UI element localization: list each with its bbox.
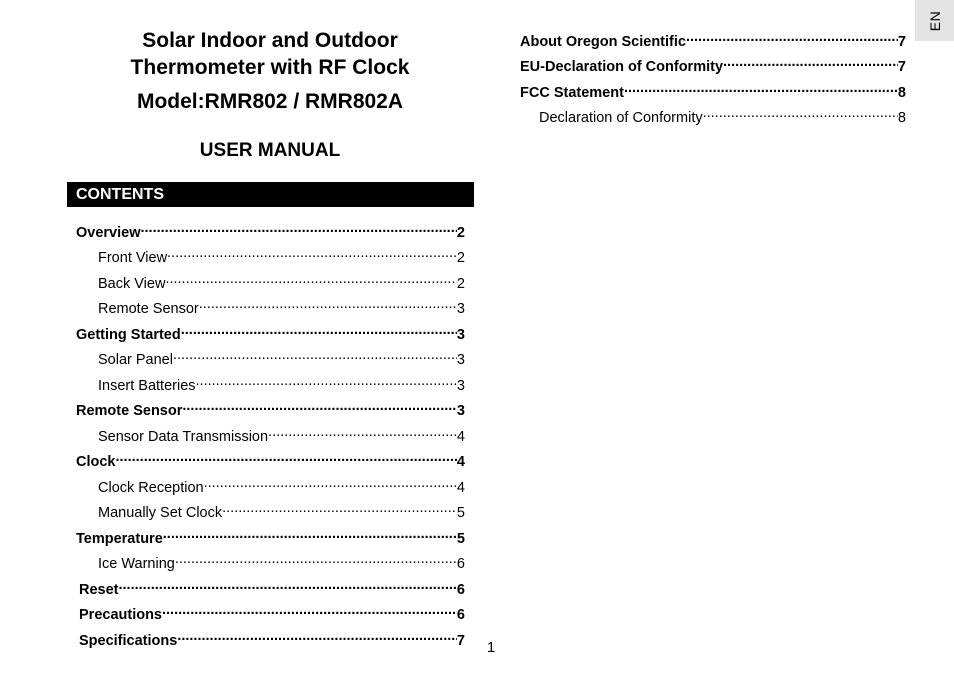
toc-entry-page: 2 bbox=[456, 250, 465, 266]
toc-dot-leader bbox=[268, 423, 457, 441]
toc-entry-label: Reset bbox=[79, 582, 119, 598]
toc-entry bbox=[76, 321, 465, 344]
toc-entry-page: 2 bbox=[456, 225, 465, 241]
toc-entry bbox=[76, 219, 465, 242]
toc-entry bbox=[98, 550, 465, 573]
toc-dot-leader bbox=[196, 372, 457, 390]
toc-entry-label: Remote Sensor bbox=[98, 301, 199, 317]
toc-dot-leader bbox=[119, 576, 457, 594]
toc-entry-label: Overview bbox=[76, 225, 141, 241]
title-line-1: Solar Indoor and Outdoor bbox=[142, 29, 398, 52]
toc-entry-label: Insert Batteries bbox=[98, 378, 196, 394]
toc-entry bbox=[520, 53, 906, 76]
toc-dot-leader bbox=[167, 244, 457, 262]
toc-entry-label: Declaration of Conformity bbox=[539, 110, 703, 126]
toc-entry-page: 8 bbox=[897, 85, 906, 101]
toc-entry-label: About Oregon Scientific bbox=[520, 34, 686, 50]
toc-entry-page: 7 bbox=[456, 633, 465, 649]
page-number: 1 bbox=[486, 639, 496, 656]
toc-entry-page: 3 bbox=[456, 327, 465, 343]
title-line-2: Thermometer with RF Clock bbox=[130, 56, 410, 79]
toc-entry bbox=[98, 372, 465, 395]
toc-entry-label: Manually Set Clock bbox=[98, 505, 223, 521]
toc-entry-label: Remote Sensor bbox=[76, 403, 183, 419]
toc-entry-page: 6 bbox=[456, 607, 465, 623]
toc-entry-page: 8 bbox=[897, 110, 906, 126]
model-heading: Model:RMR802 / RMR802A bbox=[136, 90, 404, 113]
toc-entry bbox=[76, 448, 465, 471]
toc-entry-label: Front View bbox=[98, 250, 168, 266]
toc-dot-leader bbox=[162, 601, 457, 619]
toc-entry-page: 5 bbox=[456, 505, 465, 521]
toc-dot-leader bbox=[165, 270, 456, 288]
toc-entry bbox=[79, 601, 465, 624]
toc-entry-page: 4 bbox=[456, 480, 465, 496]
toc-entry-page: 3 bbox=[456, 352, 465, 368]
toc-dot-leader bbox=[222, 499, 457, 517]
toc-entry-label: Clock bbox=[76, 454, 116, 470]
toc-dot-leader bbox=[624, 79, 898, 97]
toc-dot-leader bbox=[182, 397, 457, 415]
toc-entry-page: 4 bbox=[456, 429, 465, 445]
toc-entry-label: Temperature bbox=[76, 531, 163, 547]
toc-dot-leader bbox=[204, 474, 457, 492]
toc-dot-leader bbox=[723, 53, 898, 71]
toc-entry-label: Precautions bbox=[79, 607, 162, 623]
toc-entry bbox=[98, 474, 465, 497]
language-tab-label: EN bbox=[926, 10, 943, 31]
toc-entry bbox=[79, 576, 465, 599]
toc-dot-leader bbox=[163, 525, 457, 543]
toc-entry bbox=[79, 627, 465, 650]
toc-dot-leader bbox=[141, 219, 457, 237]
toc-entry-label: Back View bbox=[98, 276, 166, 292]
toc-entry bbox=[98, 244, 465, 267]
toc-dot-leader bbox=[199, 295, 457, 313]
toc-entry bbox=[76, 525, 465, 548]
toc-entry bbox=[520, 79, 906, 102]
language-tab bbox=[915, 0, 954, 41]
contents-heading: CONTENTS bbox=[67, 182, 474, 207]
toc-entry-page: 7 bbox=[897, 59, 906, 75]
toc-entry-page: 6 bbox=[456, 556, 465, 572]
toc-dot-leader bbox=[175, 550, 457, 568]
toc-entry bbox=[98, 295, 465, 318]
toc-entry-label: EU-Declaration of Conformity bbox=[520, 59, 724, 75]
toc-dot-leader bbox=[181, 321, 457, 339]
toc-dot-leader bbox=[177, 627, 457, 645]
toc-entry-label: FCC Statement bbox=[520, 85, 624, 101]
toc-entry bbox=[98, 270, 465, 293]
toc-entry-label: Specifications bbox=[79, 633, 178, 649]
toc-entry-page: 3 bbox=[456, 378, 465, 394]
toc-dot-leader bbox=[703, 104, 898, 122]
toc-entry-page: 4 bbox=[456, 454, 465, 470]
toc-entry-label: Sensor Data Transmission bbox=[98, 429, 269, 445]
user-manual-heading: USER MANUAL bbox=[199, 140, 341, 161]
toc-entry-label: Ice Warning bbox=[98, 556, 175, 572]
toc-entry-page: 7 bbox=[897, 34, 906, 50]
toc-dot-leader bbox=[116, 448, 457, 466]
toc-entry bbox=[520, 28, 906, 51]
toc-entry bbox=[539, 104, 906, 127]
toc-entry-page: 2 bbox=[456, 276, 465, 292]
toc-entry-page: 6 bbox=[456, 582, 465, 598]
toc-entry-page: 3 bbox=[456, 403, 465, 419]
toc-entry-page: 5 bbox=[456, 531, 465, 547]
toc-entry-label: Solar Panel bbox=[98, 352, 173, 368]
toc-entry-page: 3 bbox=[456, 301, 465, 317]
toc-entry bbox=[98, 499, 465, 522]
toc-entry-label: Clock Reception bbox=[98, 480, 204, 496]
toc-entry bbox=[98, 423, 465, 446]
toc-entry bbox=[76, 397, 465, 420]
toc-dot-leader bbox=[686, 28, 898, 46]
toc-entry-label: Getting Started bbox=[76, 327, 181, 343]
toc-dot-leader bbox=[173, 346, 457, 364]
toc-entry bbox=[98, 346, 465, 369]
